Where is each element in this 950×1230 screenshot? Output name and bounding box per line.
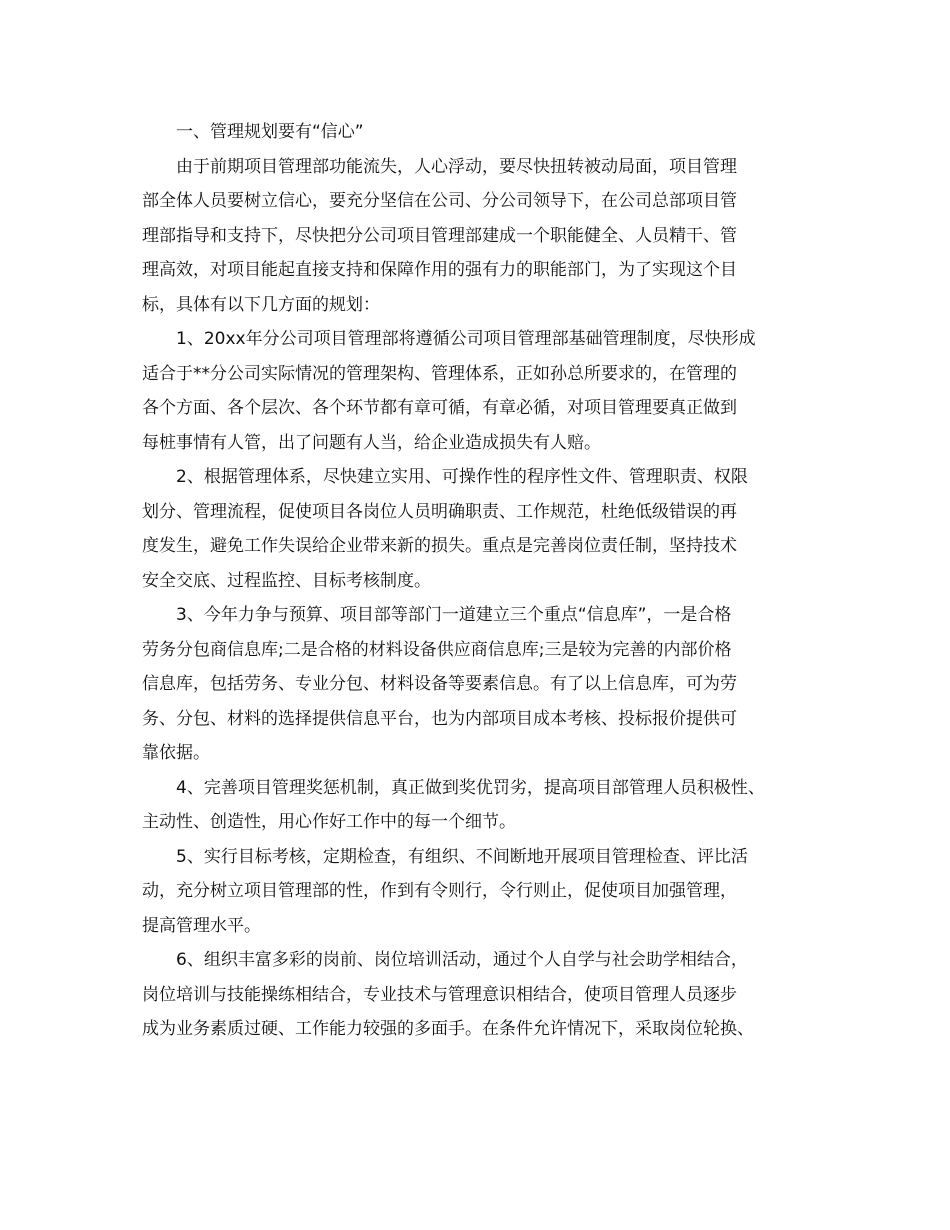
paragraph-line: 3、今年力争与预算、项目部等部门一道建立三个重点“信息库”，一是合格: [176, 605, 732, 625]
paragraph-line: 岗位培训与技能操练相结合，专业技术与管理意识相结合，使项目管理人员逐步: [142, 984, 737, 1005]
paragraph-line: 主动性、创造性，用心作好工作中的每一个细节。: [142, 812, 516, 832]
paragraph-line: 理高效，对项目能起直接支持和保障作用的强有力的职能部门，为了实现这个目: [142, 260, 737, 280]
paragraph-line: 1、20xx年分公司项目管理部将遵循公司项目管理部基础管理制度，尽快形成: [176, 329, 756, 349]
paragraph-intro: [142, 150, 822, 323]
paragraph-item-5: [142, 840, 822, 944]
paragraph-line: 由于前期项目管理部功能流失，人心浮动，要尽快扭转被动局面，项目管理: [176, 156, 737, 177]
paragraph-line: 2、根据管理体系，尽快建立实用、可操作性的程序性文件、管理职责、权限: [176, 467, 748, 487]
paragraph-item-6: [142, 943, 822, 1047]
paragraph-line: 提高管理水平。: [142, 915, 261, 936]
paragraph-line: 每桩事情有人管，出了问题有人当，给企业造成损失有人赔。: [142, 432, 601, 453]
paragraph-item-4: [142, 771, 822, 840]
paragraph-line: 动，充分树立项目管理部的性，作到有令则行，令行则止，促使项目加强管理，: [142, 881, 737, 901]
paragraph-item-3: [142, 598, 822, 771]
paragraph-line: 6、组织丰富多彩的岗前、岗位培训活动，通过个人自学与社会助学相结合，: [176, 950, 748, 970]
section-heading: 一、管理规划要有“信心”: [176, 122, 364, 142]
paragraph-line: 劳务分包商信息库;二是合格的材料设备供应商信息库;三是较为完善的内部价格: [142, 639, 732, 660]
paragraph-line: 划分、管理流程，促使项目各岗位人员明确职责、工作规范，杜绝低级错误的再: [142, 501, 737, 522]
paragraph-line: 4、完善项目管理奖惩机制，真正做到奖优罚劣，提高项目部管理人员积极性、: [176, 777, 765, 798]
paragraph-line: 适合于**分公司实际情况的管理架构、管理体系，正如孙总所要求的，在管理的: [142, 363, 737, 384]
paragraph-line: 成为业务素质过硬、工作能力较强的多面手。在条件允许情况下，采取岗位轮换、: [142, 1019, 754, 1039]
document-body: [142, 115, 822, 1047]
paragraph-line: 理部指导和支持下，尽快把分公司项目管理部建成一个职能健全、人员精干、管: [142, 225, 737, 246]
paragraph-line: 务、分包、材料的选择提供信息平台，也为内部项目成本考核、投标报价提供可: [142, 708, 737, 729]
paragraph-item-2: [142, 460, 822, 598]
paragraph-line: 靠依据。: [142, 743, 210, 763]
paragraph-line: 标，具体有以下几方面的规划：: [142, 294, 380, 315]
paragraph-line: 安全交底、过程监控、目标考核制度。: [142, 570, 431, 591]
paragraph-line: 度发生，避免工作失误给企业带来新的损失。重点是完善岗位责任制，坚持技术: [142, 536, 737, 556]
paragraph-item-1: [142, 322, 822, 460]
paragraph-line: 信息库，包括劳务、专业分包、材料设备等要素信息。有了以上信息库，可为劳: [142, 674, 737, 694]
paragraph-line: 各个方面、各个层次、各个环节都有章可循，有章必循，对项目管理要真正做到: [142, 398, 737, 418]
paragraph-line: 部全体人员要树立信心，要充分坚信在公司、分公司领导下，在公司总部项目管: [142, 191, 737, 211]
paragraph-line: 5、实行目标考核，定期检查，有组织、不间断地开展项目管理检查、评比活: [176, 846, 748, 867]
